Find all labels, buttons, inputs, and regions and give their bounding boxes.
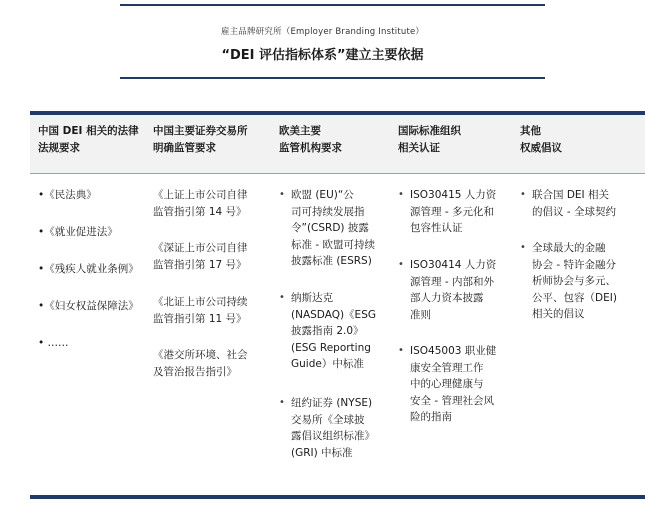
column-heading: 其他 权威倡议 <box>520 125 562 154</box>
list-item: •《民法典》 <box>38 189 97 201</box>
column-china-exchanges <box>153 123 271 378</box>
list-item: • 纳斯达克 (NASDAQ)《ESG 披露指南 2.0》 (ESG Reporting Guide）中标准 <box>279 290 376 373</box>
column-china-laws <box>38 123 148 349</box>
column-international-standards <box>398 123 510 423</box>
column-eu-us-regulators <box>279 123 387 459</box>
list-item: 《深证上市公司自律 监管指引第 17 号》 <box>153 242 248 271</box>
list-item: 《北证上市公司持续 监管指引第 11 号》 <box>153 296 248 325</box>
column-heading: 中国主要证券交易所 明确监管要求 <box>153 125 248 154</box>
list-item: • ISO45003 职业健 康安全管理工作 中的心理健康与 安全 - 管理社会风 险的指南 <box>398 343 496 426</box>
table-bottom-rule <box>30 495 645 499</box>
list-item: • 欧盟 (EU)“公 司可持续发展指 令”(CSRD) 披露 标准 - 欧盟可持续 披露标准 (ESRS) <box>279 187 375 270</box>
list-item: •《妇女权益保障法》 <box>38 300 139 312</box>
header-bottom-rule <box>120 77 545 79</box>
list-item: •《就业促进法》 <box>38 226 118 238</box>
source-label: 雇主品牌研究所（Employer Branding Institute） <box>220 27 425 37</box>
list-item: • ISO30414 人力资 源管理 - 内部和外 部人力资本披露 准则 <box>398 257 496 323</box>
list-item: • 联合国 DEI 相关 的倡议 - 全球契约 <box>520 187 616 220</box>
column-heading: 欧美主要 监管机构要求 <box>279 125 342 154</box>
list-item: • 全球最大的金融 协会 - 特许金融分 析师协会与多元、 公平、包容（DEI) 相关的倡议 <box>520 240 617 323</box>
column-heading: 中国 DEI 相关的法律 法规要求 <box>38 125 139 154</box>
list-item: 《上证上市公司自律 监管指引第 14 号》 <box>153 189 248 218</box>
list-item: • ISO30415 人力资 源管理 - 多元化和 包容性认证 <box>398 187 496 237</box>
list-item: 《港交所环境、社会 及管治报告指引》 <box>153 349 248 378</box>
column-other-initiatives <box>520 123 640 320</box>
column-heading: 国际标准组织 相关认证 <box>398 125 461 154</box>
list-item: •《残疾人就业条例》 <box>38 263 139 275</box>
page-title: “DEI 评估指标体系”建立主要依据 <box>221 48 424 63</box>
list-item: • 纽约证券 (NYSE) 交易所《全球披 露倡议组织标准》 (GRI) 中标准 <box>279 395 375 461</box>
header-top-rule <box>120 4 545 6</box>
list-item: • …… <box>38 337 69 349</box>
